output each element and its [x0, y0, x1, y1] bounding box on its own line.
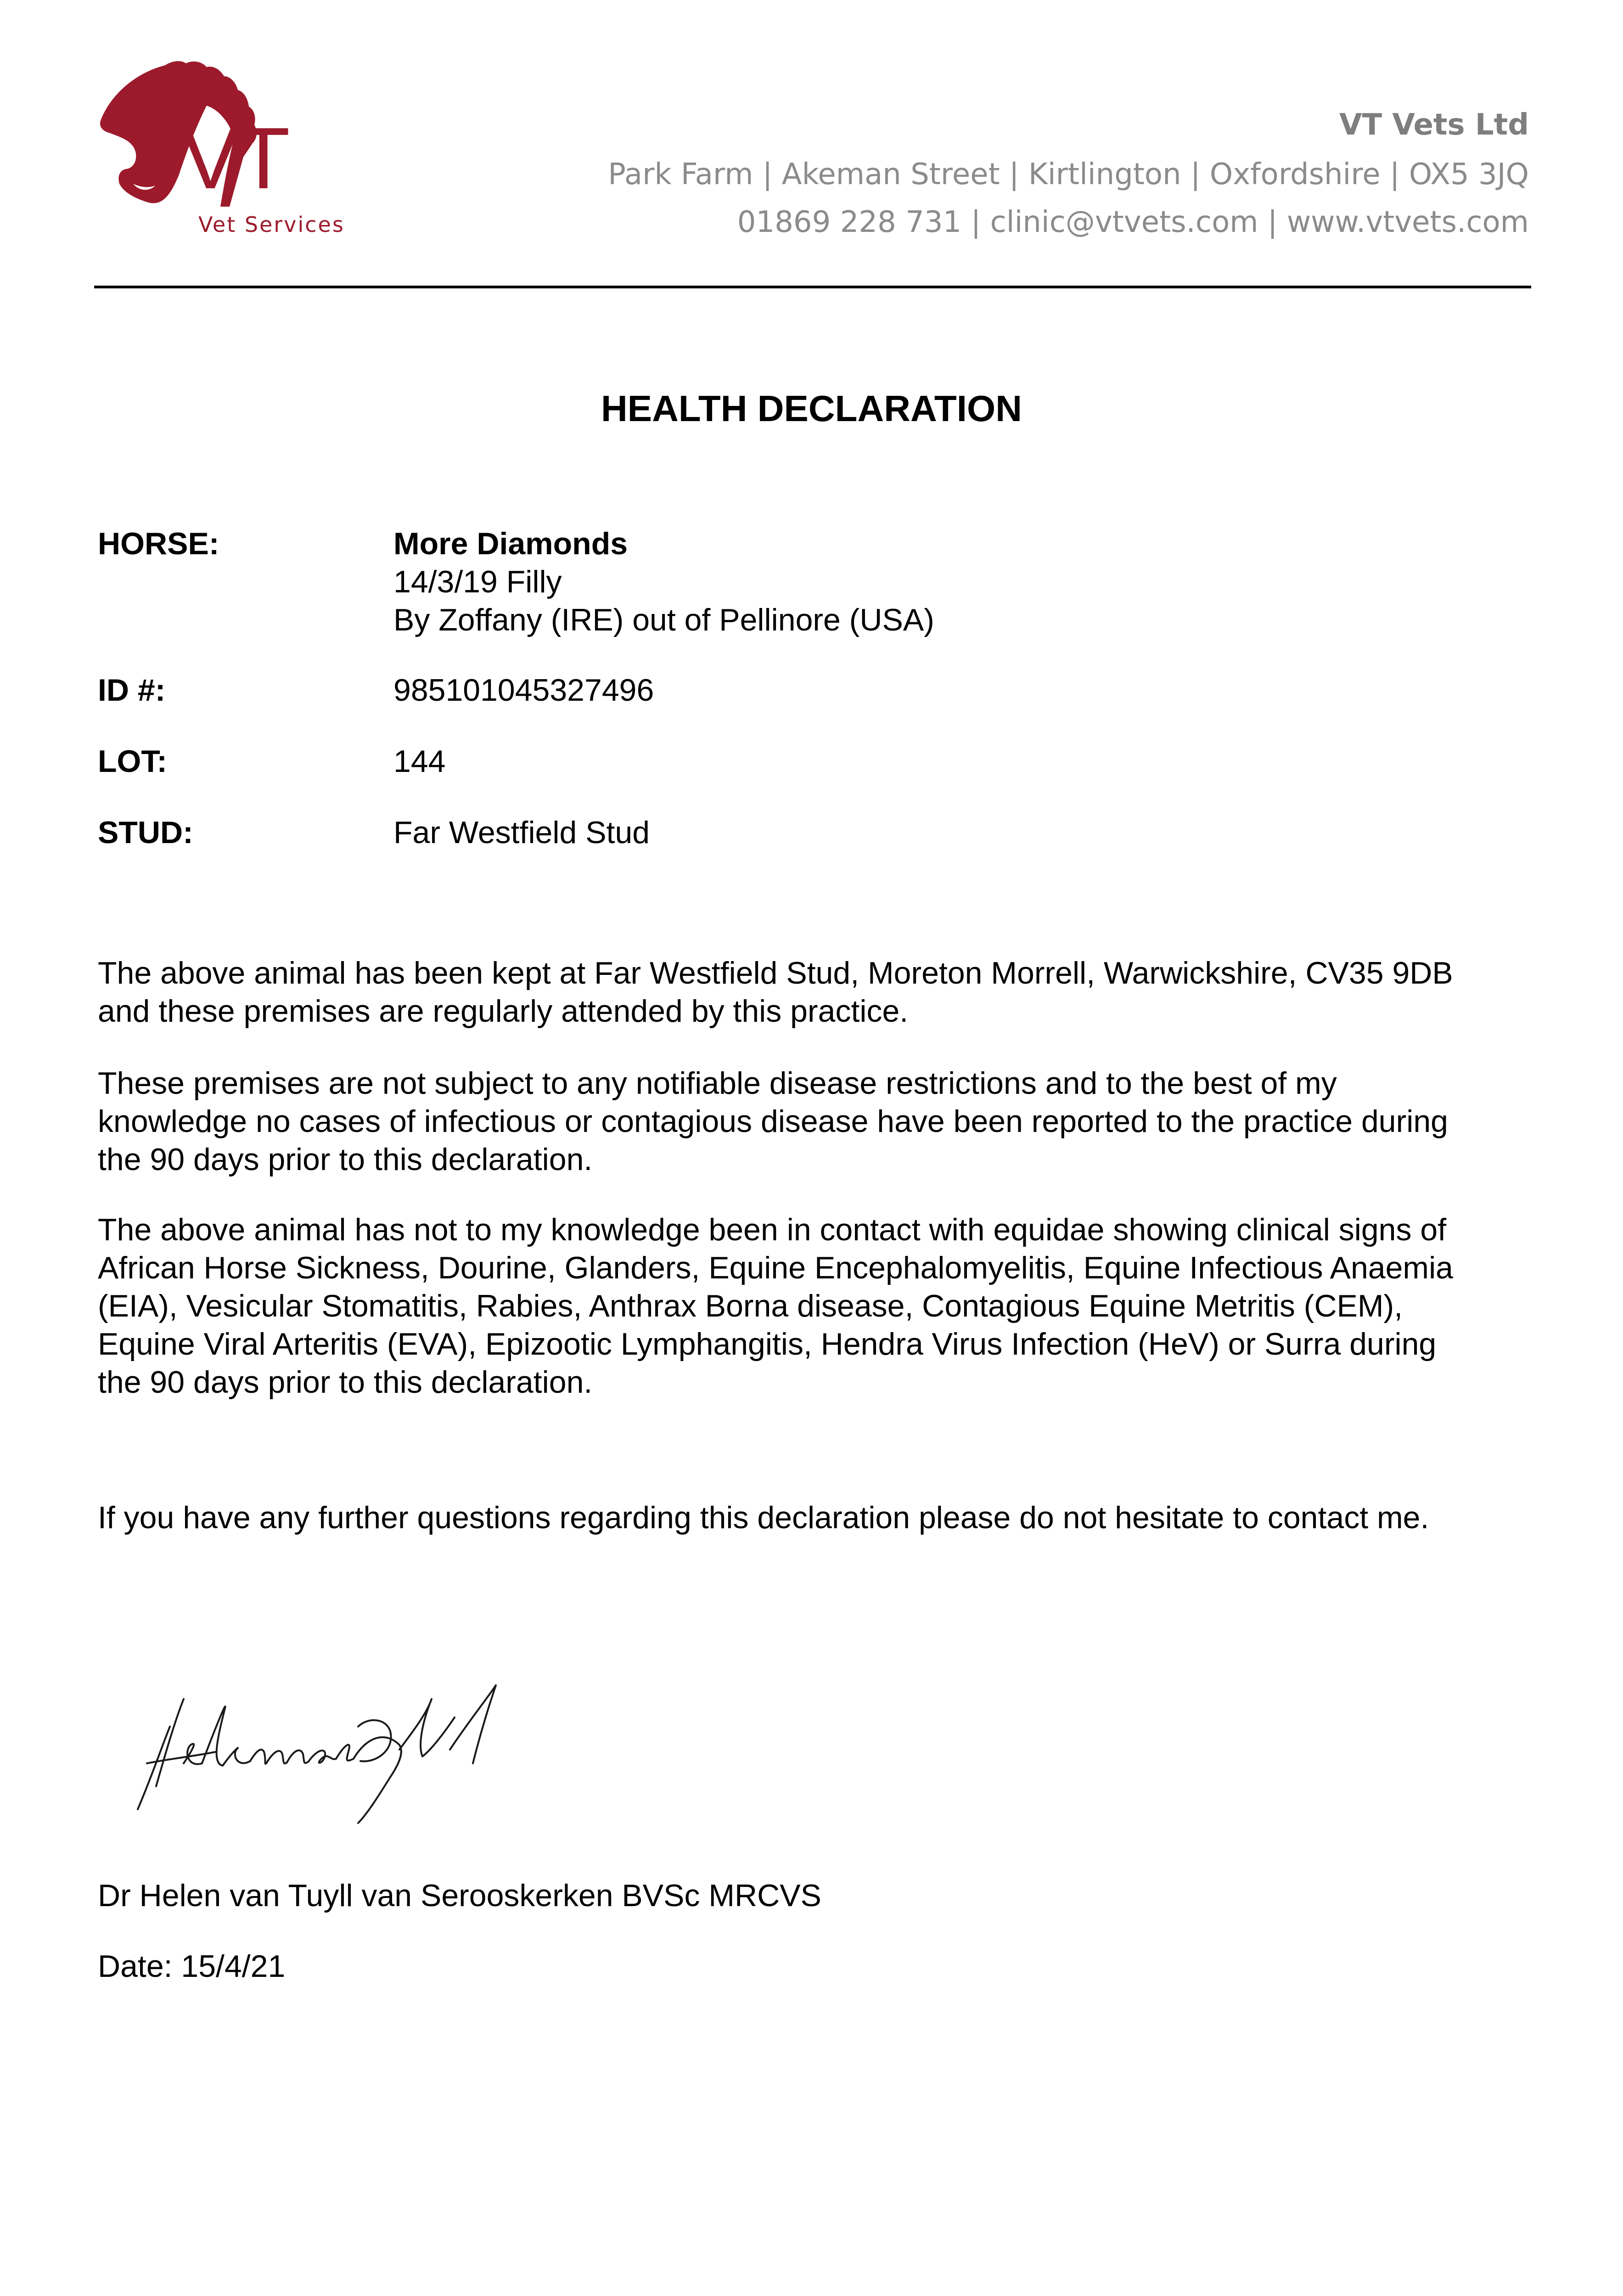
paragraph-line: knowledge no cases of infectious or contagious disease have been reported to the practice during [98, 1104, 1448, 1139]
lot-label: LOT: [98, 744, 168, 779]
document-title: HEALTH DECLARATION [601, 388, 1022, 429]
paragraph-line: (EIA), Vesicular Stomatitis, Rabies, Anthrax Borna disease, Contagious Equine Metritis (CEM), [98, 1289, 1403, 1323]
paragraph-premises [98, 954, 1537, 1030]
horse-label: HORSE: [98, 526, 219, 561]
paragraph-line: Equine Viral Arteritis (EVA), Epizootic Lymphangitis, Hendra Virus Infection (HeV) or Surra during [98, 1327, 1437, 1362]
paragraph-line: These premises are not subject to any notifiable disease restrictions and to the best of my [98, 1066, 1337, 1101]
signer-name: Dr Helen van Tuyll van Serooskerken BVSc MRCVS [98, 1878, 821, 1913]
paragraph-line: The above animal has been kept at Far Westfield Stud, Moreton Morrell, Warwickshire, CV35 9DB [98, 956, 1453, 990]
paragraph-line: African Horse Sickness, Dourine, Glanders, Equine Encephalomyelitis, Equine Infectious Anaemia [98, 1250, 1453, 1285]
horse-breeding: By Zoffany (IRE) out of Pellinore (USA) [393, 602, 934, 637]
paragraph-line: The above animal has not to my knowledge been in contact with equidae showing clinical signs of [98, 1212, 1447, 1247]
id-label: ID #: [98, 673, 166, 708]
company-address: Park Farm | Akeman Street | Kirtlington | Oxfordshire | OX5 3JQ [608, 158, 1529, 191]
paragraph-line: the 90 days prior to this declaration. [98, 1142, 593, 1177]
paragraph-line: If you have any further questions regarding this declaration please do not hesitate to contact me. [98, 1500, 1429, 1535]
company-contact: 01869 228 731 | clinic@vtvets.com | www.vtvets.com [737, 205, 1529, 239]
horse-name: More Diamonds [393, 526, 628, 561]
lot-value: 144 [393, 744, 446, 779]
stud-label: STUD: [98, 815, 193, 850]
id-value: 985101045327496 [393, 673, 654, 708]
declaration-date: Date: 15/4/21 [98, 1949, 286, 1984]
handwritten-signature [129, 1671, 556, 1837]
logo-text: VT [181, 110, 287, 207]
paragraph-diseases [98, 1211, 1537, 1401]
stud-value: Far Westfield Stud [393, 815, 650, 850]
company-name: VT Vets Ltd [1339, 108, 1529, 142]
paragraph-contact [98, 1499, 1537, 1537]
logo-subtitle: Vet Services [198, 212, 345, 237]
paragraph-line: and these premises are regularly attended by this practice. [98, 994, 909, 1029]
paragraph-line: the 90 days prior to this declaration. [98, 1365, 593, 1400]
paragraph-restrictions [98, 1064, 1537, 1179]
horse-dob-sex: 14/3/19 Filly [393, 564, 562, 599]
header-divider [94, 286, 1531, 288]
